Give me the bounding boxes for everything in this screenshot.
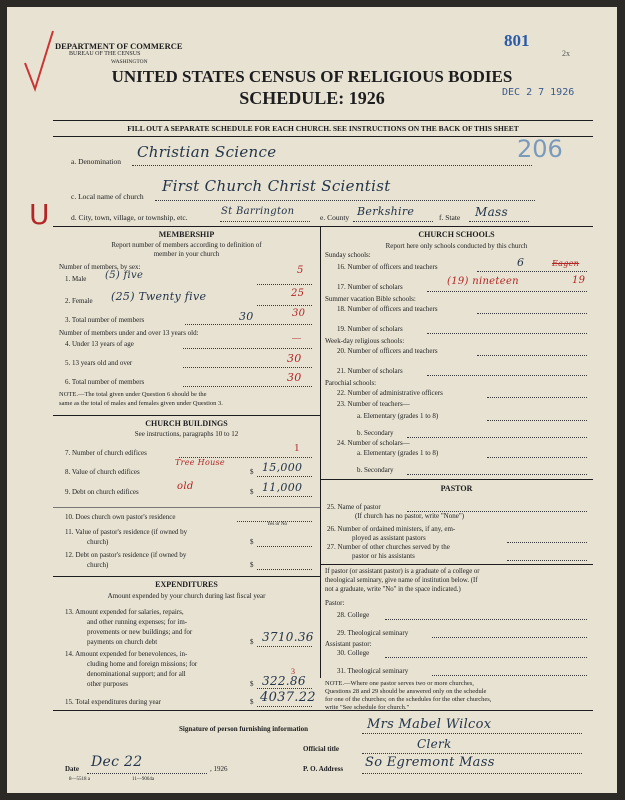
census-schedule-sheet xyxy=(7,7,617,793)
red-check-mark xyxy=(21,29,57,93)
q12-label-a: 12. Debt on pastor's residence (if owned by xyxy=(65,551,187,559)
q13-label-c: provements or new buildings; and for xyxy=(87,628,193,636)
q14-label-b: cluding home and foreign missions; for xyxy=(87,660,198,668)
po-address-value: So Egremont Mass xyxy=(365,755,495,770)
q23b-label: b. Secondary xyxy=(357,429,394,437)
date-value: Dec 22 xyxy=(91,754,143,770)
buildings-title: CHURCH BUILDINGS xyxy=(145,419,228,428)
membership-note-1: NOTE.—The total given under Question 6 should be the xyxy=(59,391,207,398)
pastor-note-1: NOTE.—Where one pastor serves two or more churches, xyxy=(325,680,474,687)
q7-value: 1 xyxy=(294,442,300,454)
county-value: Berkshire xyxy=(357,205,415,218)
q18-label: 18. Number of officers and teachers xyxy=(337,305,438,313)
q3-red-value: 30 xyxy=(292,308,306,319)
q13-label-b: and other running expenses; for im- xyxy=(87,618,188,626)
q9-value: 11,000 xyxy=(262,481,303,494)
q13-label-a: 13. Amount expended for salaries, repairs, xyxy=(65,608,184,616)
title-line-2: SCHEDULE: 1926 xyxy=(239,88,385,108)
form-code-2: 11—9064a xyxy=(132,777,155,782)
local-name-label: c. Local name of church xyxy=(71,192,144,201)
grad-note-2: theological seminary, give name of institution below. (If xyxy=(325,577,478,584)
q14-label-c: denominational support; and for all xyxy=(87,670,186,678)
q15-value: 4037.22 xyxy=(260,690,316,705)
q30-label: 30. College xyxy=(337,649,370,657)
q11-label-b: church) xyxy=(87,538,109,546)
state-label: f. State xyxy=(439,213,461,222)
q8-label: 8. Value of church edifices xyxy=(65,468,140,476)
denomination-code: 206 xyxy=(517,135,563,163)
weekday-label: Week-day religious schools: xyxy=(325,337,405,345)
q16-struck: Eagen xyxy=(552,259,580,268)
expenditures-sub: Amount expended by your church during last fiscal year xyxy=(107,592,266,600)
q1-handwriting: (5) five xyxy=(105,270,144,281)
q27-label-a: 27. Number of other churches served by the xyxy=(327,543,450,551)
q17-value: 19 xyxy=(572,275,586,286)
official-title-label: Official title xyxy=(303,745,339,753)
q7-label: 7. Number of church edifices xyxy=(65,449,147,457)
q11-label-a: 11. Value of pastor's residence (if owned by xyxy=(65,528,188,536)
q19-label: 19. Number of scholars xyxy=(337,325,403,333)
q21-label: 21. Number of scholars xyxy=(337,367,403,375)
title-line-1: UNITED STATES CENSUS OF RELIGIOUS BODIES xyxy=(111,67,513,86)
schedule-number: 801 xyxy=(504,31,530,50)
q14-label-a: 14. Amount expended for benevolences, in- xyxy=(65,650,188,658)
denomination-label: a. Denomination xyxy=(71,157,121,166)
by-sex-label: Number of members, by sex: xyxy=(59,263,141,271)
sunday-label: Sunday schools: xyxy=(325,251,371,259)
county-label: e. County xyxy=(320,213,350,222)
grad-note-1: If pastor (or assistant pastor) is a graduate of a college or xyxy=(325,568,480,575)
q23-label: 23. Number of teachers— xyxy=(337,400,410,408)
q26-label-b: ployed as assistant pastors xyxy=(352,534,426,542)
q24-label: 24. Number of scholars— xyxy=(337,439,410,447)
q26-label-a: 26. Number of ordained ministers, if any, em- xyxy=(327,525,456,533)
pastor-note-2: Questions 28 and 29 should be answered only on the schedule xyxy=(325,688,487,695)
q8-dollar: $ xyxy=(250,468,254,476)
q6-value: 30 xyxy=(287,371,302,384)
q28-label: 28. College xyxy=(337,611,370,619)
red-u-mark: U xyxy=(29,198,50,231)
grad-note-3: not a graduate, write "No" in the space indicated.) xyxy=(325,586,461,593)
pastor-title: PASTOR xyxy=(440,484,473,493)
q2-label: 2. Female xyxy=(65,297,93,305)
q6-label: 6. Total number of members xyxy=(65,378,145,386)
q22-label: 22. Number of administrative officers xyxy=(337,389,443,397)
q4-value: — xyxy=(292,333,301,343)
bureau-label: BUREAU OF THE CENSUS xyxy=(69,51,141,57)
pastor-note-4: write "See schedule for church." xyxy=(325,704,410,711)
membership-intro-1: Report number of members according to definition of xyxy=(111,241,262,249)
official-title-value: Clerk xyxy=(417,737,452,751)
city-label: WASHINGTON xyxy=(111,59,148,65)
schools-sub: Report here only schools conducted by this church xyxy=(385,242,528,250)
q20-label: 20. Number of officers and teachers xyxy=(337,347,438,355)
city-field-label: d. City, town, village, or township, etc. xyxy=(71,213,188,222)
q27-label-b: pastor or his assistants xyxy=(352,552,415,560)
q5-value: 30 xyxy=(287,352,302,365)
q24b-label: b. Secondary xyxy=(357,466,394,474)
q8-handwriting: Tree House xyxy=(175,458,225,467)
q10-label: 10. Does church own pastor's residence xyxy=(65,513,176,521)
q14-value: 322.86 xyxy=(262,674,306,688)
form-code-1: 8—5518 a xyxy=(69,777,90,782)
q13-value: 3710.36 xyxy=(262,630,314,644)
schools-title: CHURCH SCHOOLS xyxy=(418,230,495,239)
q15-label: 15. Total expenditures during year xyxy=(65,698,161,706)
q8-value: 15,000 xyxy=(262,461,303,474)
q16-label: 16. Number of officers and teachers xyxy=(337,263,438,271)
date-label: Date xyxy=(65,765,79,773)
local-name-value: First Church Christ Scientist xyxy=(162,177,391,195)
q12-dollar: $ xyxy=(250,561,254,569)
yes-no-hint: Yes or No xyxy=(267,522,288,527)
q12-label-b: church) xyxy=(87,561,109,569)
expenditures-title: EXPENDITURES xyxy=(155,580,218,589)
membership-intro-2: member in your church xyxy=(153,250,220,258)
signature-label: Signature of person furnishing information xyxy=(179,725,308,733)
vacation-label: Summer vacation Bible schools: xyxy=(325,295,416,303)
assistant-sub-label: Assistant pastor: xyxy=(325,640,372,648)
q24a-label: a. Elementary (grades 1 to 8) xyxy=(357,449,439,457)
q13-label-d: payments on church debt xyxy=(87,638,158,646)
instruction-line: FILL OUT A SEPARATE SCHEDULE FOR EACH CHURCH. SEE INSTRUCTIONS ON THE BACK OF THIS SHEET xyxy=(127,124,519,133)
q9-handwriting: old xyxy=(177,481,194,492)
corner-mark: 2x xyxy=(562,49,570,58)
q15-dollar: $ xyxy=(250,698,254,706)
q11-dollar: $ xyxy=(250,538,254,546)
po-address-label: P. O. Address xyxy=(303,765,344,773)
q16-value: 6 xyxy=(517,256,525,269)
received-stamp: DEC 2 7 1926 xyxy=(502,87,575,98)
under-over-label: Number of members under and over 13 years old: xyxy=(59,329,199,337)
q2-handwriting: (25) Twenty five xyxy=(111,290,207,303)
membership-note-2: same as the total of males and females given under Question 3. xyxy=(59,400,223,407)
q17-label: 17. Number of scholars xyxy=(337,283,403,291)
q5-label: 5. 13 years old and over xyxy=(65,359,133,367)
q3-value: 30 xyxy=(239,310,254,323)
q25-label: 25. Name of pastor xyxy=(327,503,381,511)
q25-note: (If church has no pastor, write "None") xyxy=(355,512,465,520)
state-value: Mass xyxy=(475,205,508,219)
q14-dollar: $ xyxy=(250,680,254,688)
q17-handwriting: (19) nineteen xyxy=(447,276,519,287)
pastor-sub-label: Pastor: xyxy=(325,599,345,607)
q2-value: 25 xyxy=(291,288,305,299)
membership-title: MEMBERSHIP xyxy=(158,230,215,239)
dept-label: DEPARTMENT OF COMMERCE xyxy=(55,41,183,51)
q23a-label: a. Elementary (grades 1 to 8) xyxy=(357,412,439,420)
q1-value: 5 xyxy=(297,265,304,276)
q3-label: 3. Total number of members xyxy=(65,316,145,324)
q9-dollar: $ xyxy=(250,488,254,496)
q14-mark: 3 xyxy=(291,667,295,676)
denomination-value: Christian Science xyxy=(137,143,277,161)
q14-label-d: other purposes xyxy=(87,680,129,688)
q1-label: 1. Male xyxy=(65,275,87,283)
signature-value: Mrs Mabel Wilcox xyxy=(367,717,492,732)
pastor-note-3: for one of the churches; on the schedules for the other churches, xyxy=(325,696,492,703)
q31-label: 31. Theological seminary xyxy=(337,667,409,675)
q9-label: 9. Debt on church edifices xyxy=(65,488,139,496)
buildings-sub: See instructions, paragraphs 10 to 12 xyxy=(134,430,239,438)
date-year: , 1926 xyxy=(210,765,228,773)
q29-label: 29. Theological seminary xyxy=(337,629,409,637)
q4-label: 4. Under 13 years of age xyxy=(65,340,134,348)
q13-dollar: $ xyxy=(250,638,254,646)
parochial-label: Parochial schools: xyxy=(325,379,377,387)
city-field-value: St Barrington xyxy=(221,206,295,217)
